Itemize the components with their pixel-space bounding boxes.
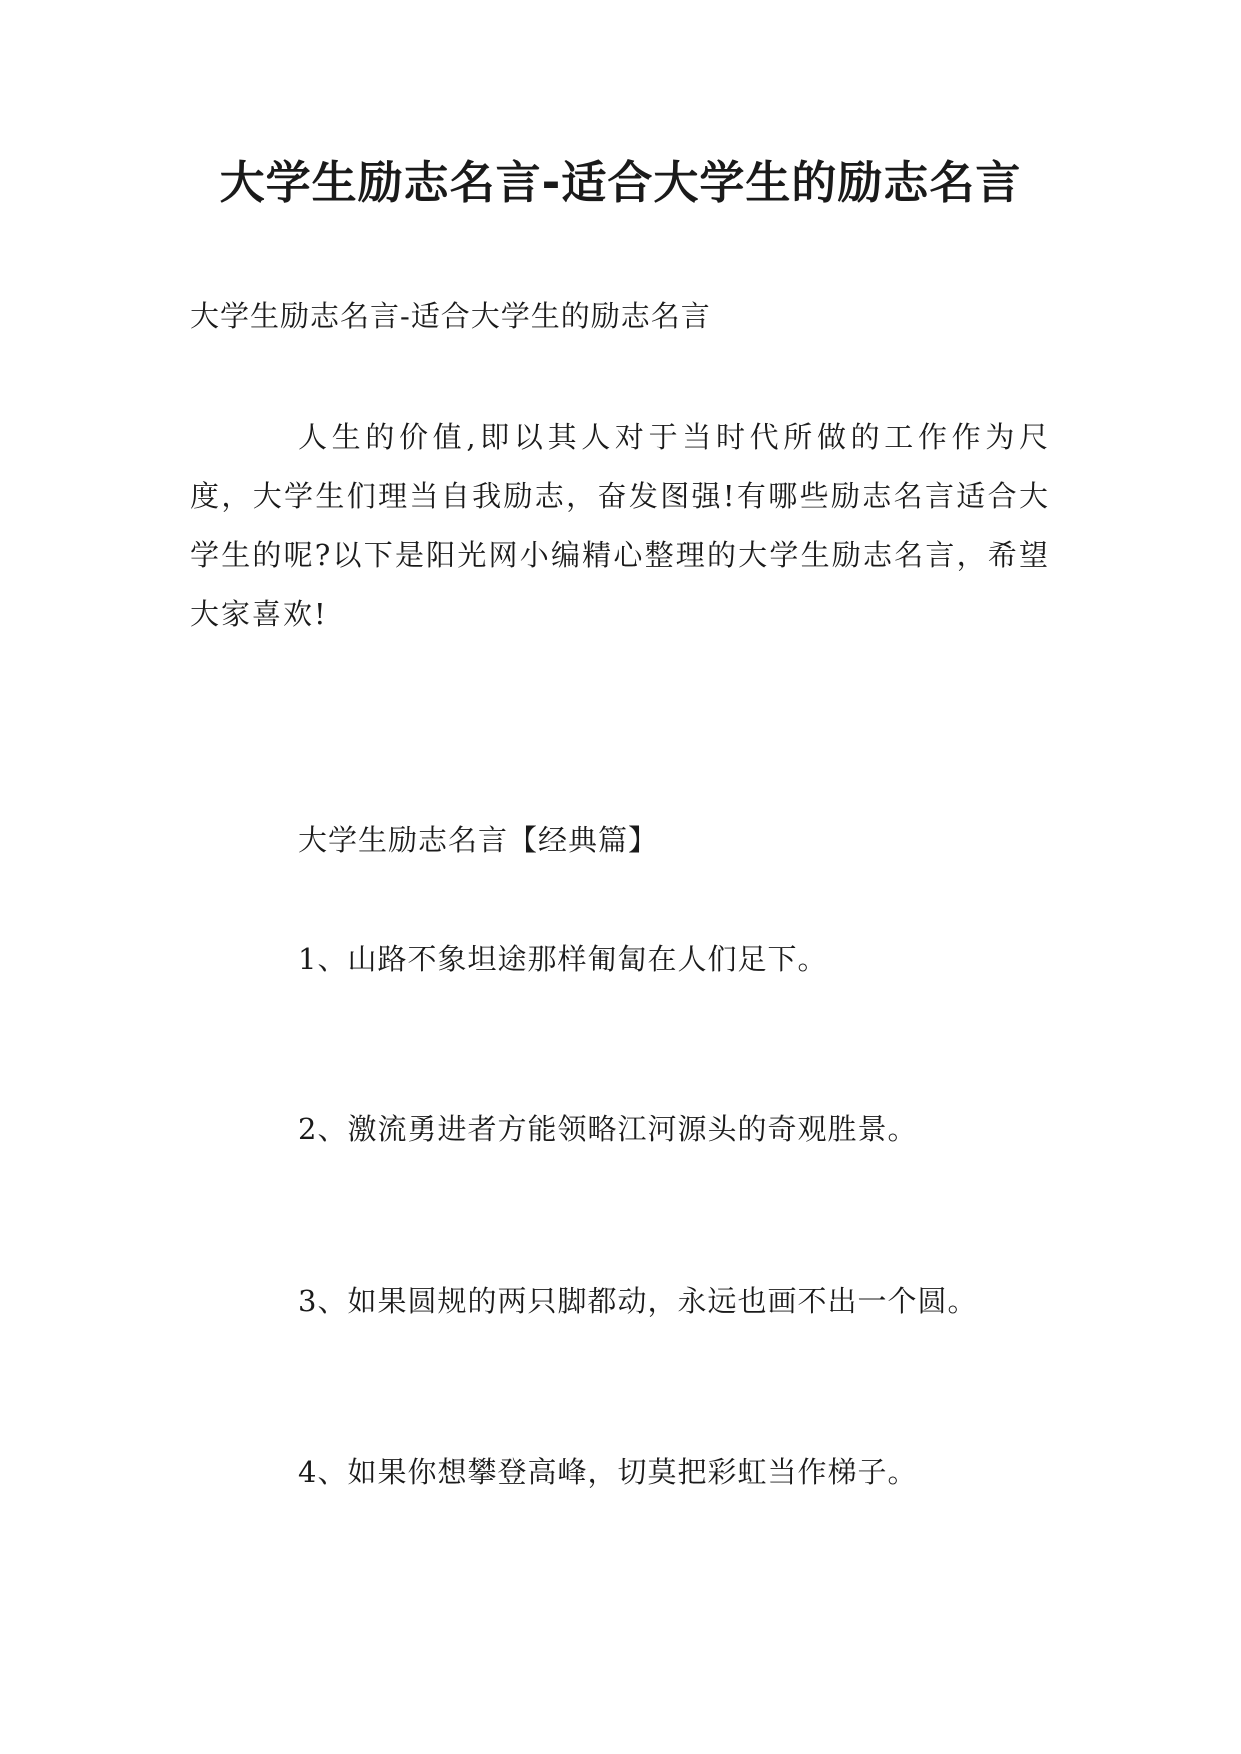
section-heading: 大学生励志名言【经典篇】 xyxy=(298,823,659,857)
document-subtitle: 大学生励志名言-适合大学生的励志名言 xyxy=(190,299,711,333)
intro-paragraph: 人生的价值,即以其人对于当时代所做的工作作为尺度，大学生们理当自我励志，奋发图强!有哪些励志名言适合大学生的呢?以下是阳光网小编精心整理的大学生励志名言，希望大家喜欢! xyxy=(190,420,1050,631)
document-title: 大学生励志名言-适合大学生的励志名言 xyxy=(219,156,1022,209)
quote-item: 2、激流勇进者方能领略江河源头的奇观胜景。 xyxy=(298,1112,918,1146)
quote-item: 1、山路不象坦途那样匍匐在人们足下。 xyxy=(298,942,828,976)
quote-item: 3、如果圆规的两只脚都动，永远也画不出一个圆。 xyxy=(298,1284,978,1318)
quote-item: 4、如果你想攀登高峰，切莫把彩虹当作梯子。 xyxy=(298,1455,918,1489)
